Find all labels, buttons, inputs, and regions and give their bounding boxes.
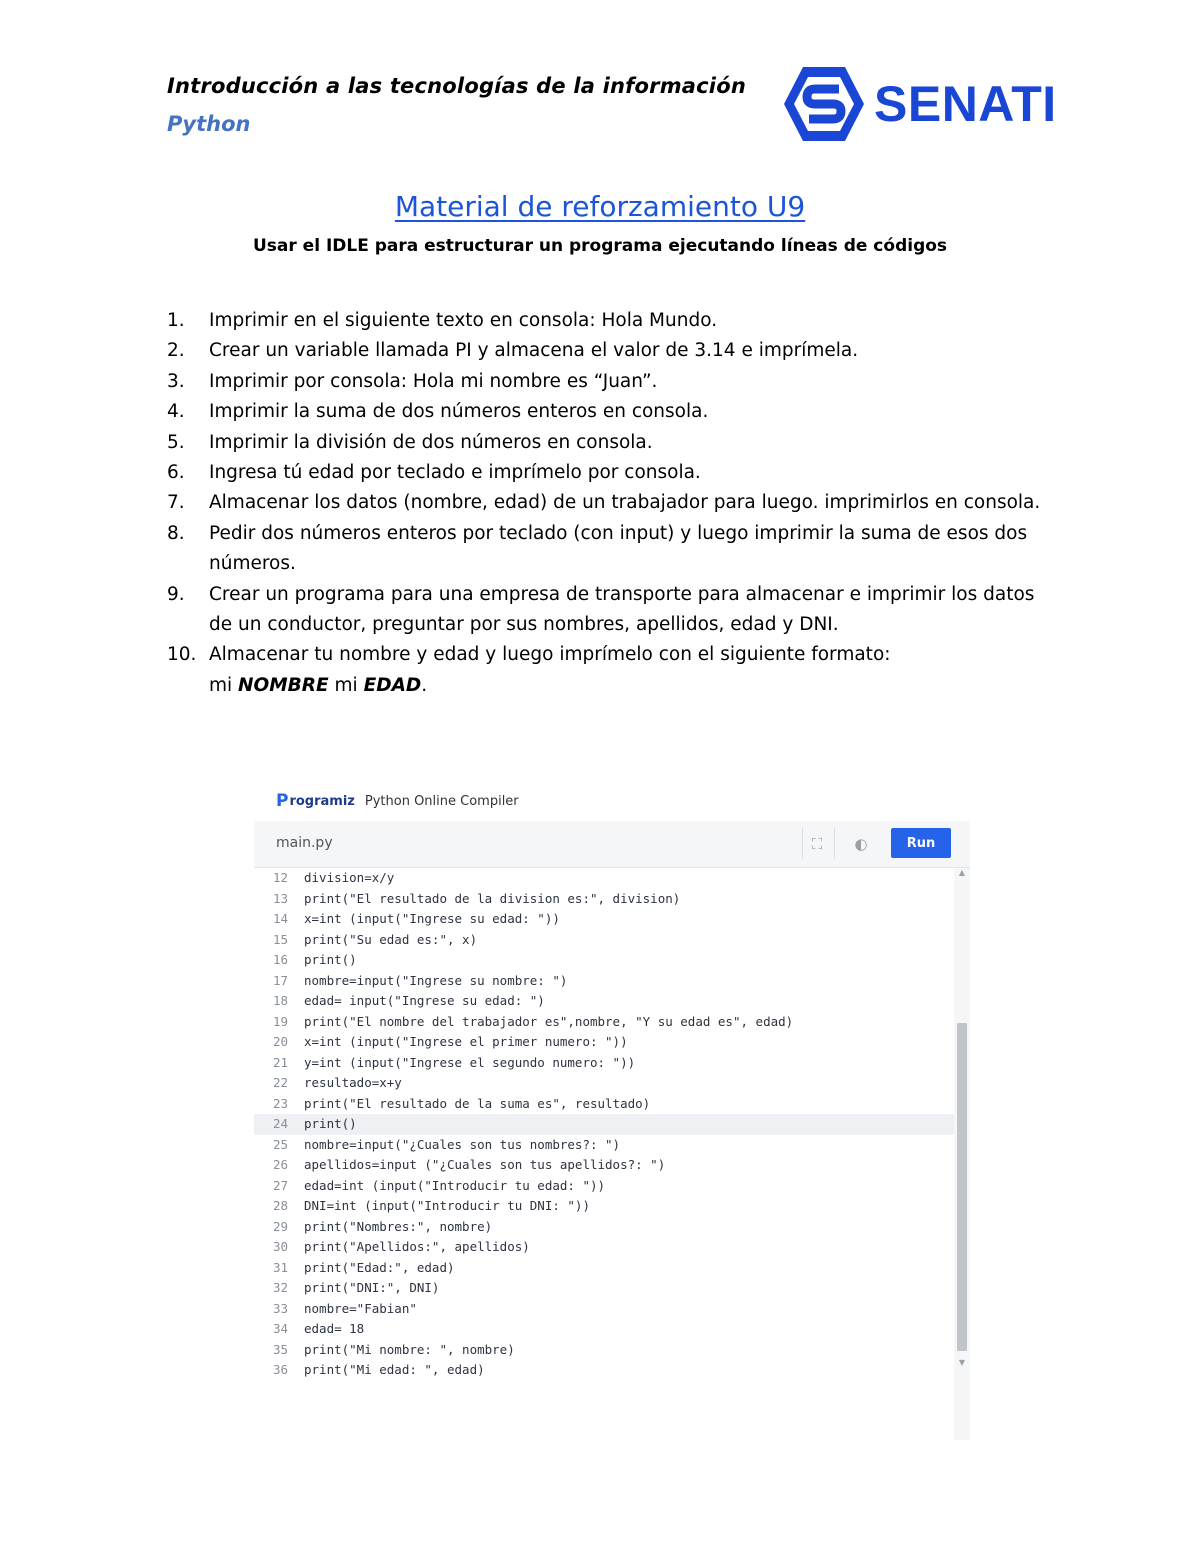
code-text: x=int (input("Ingrese su edad: ")) bbox=[304, 911, 560, 926]
code-text: edad= input("Ingrese su edad: ") bbox=[304, 993, 545, 1008]
theme-toggle-icon[interactable]: ◐ bbox=[854, 835, 868, 853]
line-number: 18 bbox=[272, 993, 288, 1008]
format-example bbox=[209, 671, 1047, 701]
code-text: DNI=int (input("Introducir tu DNI: ")) bbox=[304, 1198, 590, 1213]
list-item bbox=[167, 458, 1047, 488]
code-text: print("El resultado de la division es:", division) bbox=[304, 890, 681, 906]
line-number: 27 bbox=[272, 1177, 288, 1193]
compiler-label: Python Online Compiler bbox=[364, 793, 519, 809]
line-number: 24 bbox=[272, 1116, 288, 1131]
code-text: edad= 18 bbox=[304, 1321, 365, 1336]
list-item bbox=[167, 488, 1047, 518]
code-line[interactable] bbox=[254, 1319, 954, 1340]
editor-toolbar bbox=[254, 821, 970, 868]
list-number: 10. bbox=[167, 644, 197, 666]
list-item-text: Pedir dos números enteros por teclado (con input) y luego imprimir la suma de esos dos números. bbox=[209, 522, 1028, 575]
list-item bbox=[167, 519, 1047, 580]
format-placeholder-edad: EDAD bbox=[363, 674, 422, 696]
line-number: 22 bbox=[272, 1075, 288, 1090]
list-item-text: Crear un programa para una empresa de transporte para almacenar e imprimir los datos de un conductor, preguntar por sus nombres, apellidos, edad y DNI. bbox=[209, 583, 1035, 636]
list-number: 2. bbox=[167, 340, 185, 362]
compiler-screenshot bbox=[254, 782, 970, 1440]
editor-scrollbar[interactable] bbox=[954, 868, 970, 1440]
line-number: 25 bbox=[272, 1136, 288, 1152]
line-number: 33 bbox=[272, 1300, 288, 1316]
list-item bbox=[167, 397, 1047, 427]
list-number: 3. bbox=[167, 370, 185, 392]
code-text: print("Nombres:", nombre) bbox=[304, 1218, 493, 1234]
line-number: 36 bbox=[272, 1362, 288, 1377]
subject-title: Python bbox=[167, 112, 251, 136]
line-number: 14 bbox=[272, 911, 288, 926]
run-button[interactable]: Run bbox=[891, 828, 951, 858]
code-text: nombre=input("¿Cuales son tus nombres?: ") bbox=[304, 1136, 621, 1152]
fullscreen-icon[interactable]: ⛶ bbox=[811, 835, 823, 853]
editor-panel bbox=[254, 821, 970, 1440]
line-number: 31 bbox=[272, 1259, 288, 1275]
code-text: print("Edad:", edad) bbox=[304, 1259, 455, 1275]
list-item bbox=[167, 580, 1047, 641]
format-text: mi bbox=[209, 674, 239, 696]
line-number: 20 bbox=[272, 1034, 288, 1049]
scroll-down-icon[interactable]: ▼ bbox=[958, 1358, 966, 1367]
line-number: 28 bbox=[272, 1198, 288, 1213]
programiz-logo[interactable] bbox=[276, 791, 355, 811]
code-text: nombre=input("Ingrese su nombre: ") bbox=[304, 972, 568, 988]
line-number: 13 bbox=[272, 890, 288, 906]
code-text: y=int (input("Ingrese el segundo numero: ")) bbox=[304, 1054, 636, 1070]
line-number: 12 bbox=[272, 870, 288, 885]
code-line[interactable] bbox=[254, 1073, 954, 1094]
programiz-p-icon: P bbox=[276, 791, 289, 811]
document-subtitle: Usar el IDLE para estructurar un programa ejecutando líneas de códigos bbox=[252, 236, 948, 256]
compiler-header bbox=[276, 791, 519, 811]
list-item-text: Almacenar tu nombre y edad y luego imprímelo con el siguiente formato: bbox=[209, 644, 891, 666]
code-text: print("Mi nombre: ", nombre) bbox=[304, 1341, 515, 1357]
code-line[interactable] bbox=[254, 1258, 954, 1279]
format-text: . bbox=[421, 674, 428, 696]
toolbar-divider bbox=[834, 827, 835, 859]
list-number: 1. bbox=[167, 310, 185, 331]
code-text: print("Su edad es:", x) bbox=[304, 931, 478, 947]
code-text: print("DNI:", DNI) bbox=[304, 1280, 440, 1295]
line-number: 17 bbox=[272, 972, 288, 988]
tab-main-py[interactable]: main.py bbox=[276, 835, 333, 851]
code-line[interactable] bbox=[254, 1053, 954, 1074]
code-line[interactable] bbox=[254, 971, 954, 992]
line-number: 32 bbox=[272, 1280, 288, 1295]
code-line[interactable] bbox=[254, 1237, 954, 1258]
code-line[interactable] bbox=[254, 889, 954, 910]
code-line[interactable] bbox=[254, 1114, 954, 1135]
code-line[interactable] bbox=[254, 991, 954, 1012]
line-number: 26 bbox=[272, 1157, 288, 1172]
code-text: print("Mi edad: ", edad) bbox=[304, 1362, 485, 1377]
list-number: 8. bbox=[167, 522, 185, 544]
toolbar-divider bbox=[802, 827, 803, 859]
list-item-text: Imprimir por consola: Hola mi nombre es “Juan”. bbox=[209, 370, 658, 392]
line-number: 15 bbox=[272, 931, 288, 947]
line-number: 35 bbox=[272, 1341, 288, 1357]
list-item-text: Imprimir la suma de dos números enteros en consola. bbox=[209, 401, 709, 423]
code-text: edad=int (input("Introducir tu edad: ")) bbox=[304, 1177, 606, 1193]
list-item bbox=[167, 428, 1047, 458]
line-number: 34 bbox=[272, 1321, 288, 1336]
code-line[interactable] bbox=[254, 1340, 954, 1361]
line-number: 29 bbox=[272, 1218, 288, 1234]
line-number: 23 bbox=[272, 1095, 288, 1111]
task-list bbox=[167, 306, 1047, 701]
senati-logo bbox=[782, 64, 1074, 144]
list-item-text: Almacenar los datos (nombre, edad) de un trabajador para luego. imprimirlos en consola. bbox=[209, 492, 1041, 514]
list-number: 5. bbox=[167, 431, 185, 453]
list-item bbox=[167, 336, 1047, 366]
code-text: print("El nombre del trabajador es",nombre, "Y su edad es", edad) bbox=[304, 1013, 794, 1029]
code-line[interactable] bbox=[254, 950, 954, 971]
scrollbar-thumb[interactable] bbox=[957, 1023, 967, 1351]
code-line[interactable] bbox=[254, 868, 954, 889]
list-item bbox=[167, 367, 1047, 397]
code-text: division=x/y bbox=[304, 870, 395, 885]
line-number: 16 bbox=[272, 952, 288, 967]
list-item-text: Imprimir la división de dos números en consola. bbox=[209, 431, 653, 453]
code-line[interactable] bbox=[254, 1012, 954, 1033]
code-line[interactable] bbox=[254, 1094, 954, 1115]
code-line[interactable] bbox=[254, 930, 954, 951]
list-item-text: Ingresa tú edad por teclado e imprímelo por consola. bbox=[209, 462, 701, 484]
list-item bbox=[167, 640, 1047, 701]
list-number: 9. bbox=[167, 583, 185, 605]
logo-wordmark: SENATI bbox=[874, 76, 1057, 132]
code-text: apellidos=input ("¿Cuales son tus apellidos?: ") bbox=[304, 1157, 666, 1172]
code-text: x=int (input("Ingrese el primer numero: ")) bbox=[304, 1034, 628, 1049]
list-number: 4. bbox=[167, 401, 185, 423]
code-line[interactable] bbox=[254, 1278, 954, 1299]
line-number: 21 bbox=[272, 1054, 288, 1070]
code-text: print() bbox=[304, 952, 357, 967]
list-item-text: Imprimir en el siguiente texto en consola: Hola Mundo. bbox=[209, 310, 718, 331]
code-line[interactable] bbox=[254, 1032, 954, 1053]
code-text: nombre="Fabian" bbox=[304, 1300, 417, 1316]
format-placeholder-nombre: NOMBRE bbox=[238, 674, 329, 696]
code-text: print() bbox=[304, 1116, 357, 1131]
document-title: Material de reforzamiento U9 bbox=[394, 190, 806, 223]
code-text: print("El resultado de la suma es", resultado) bbox=[304, 1095, 651, 1111]
scroll-up-icon[interactable]: ▲ bbox=[958, 868, 966, 877]
code-line[interactable] bbox=[254, 1176, 954, 1197]
list-item-text: Crear un variable llamada PI y almacena el valor de 3.14 e imprímela. bbox=[209, 340, 859, 362]
code-line[interactable] bbox=[254, 1360, 954, 1381]
code-line[interactable] bbox=[254, 1299, 954, 1320]
format-text: mi bbox=[328, 674, 364, 696]
code-line[interactable] bbox=[254, 1196, 954, 1217]
code-line[interactable] bbox=[254, 1135, 954, 1156]
list-number: 6. bbox=[167, 462, 185, 484]
code-line[interactable] bbox=[254, 1217, 954, 1238]
list-item bbox=[167, 306, 1047, 336]
programiz-wordmark: rogramiz bbox=[289, 793, 355, 809]
code-text: resultado=x+y bbox=[304, 1075, 402, 1090]
list-number: 7. bbox=[167, 492, 185, 514]
code-line[interactable] bbox=[254, 909, 954, 930]
line-number: 19 bbox=[272, 1013, 288, 1029]
course-title: Introducción a las tecnologías de la información bbox=[167, 74, 746, 98]
line-number: 30 bbox=[272, 1239, 288, 1254]
code-editor[interactable] bbox=[254, 868, 954, 1440]
code-text: print("Apellidos:", apellidos) bbox=[304, 1239, 530, 1254]
senati-emblem-icon bbox=[782, 65, 866, 143]
code-line[interactable] bbox=[254, 1155, 954, 1176]
code-lines bbox=[254, 868, 954, 1381]
